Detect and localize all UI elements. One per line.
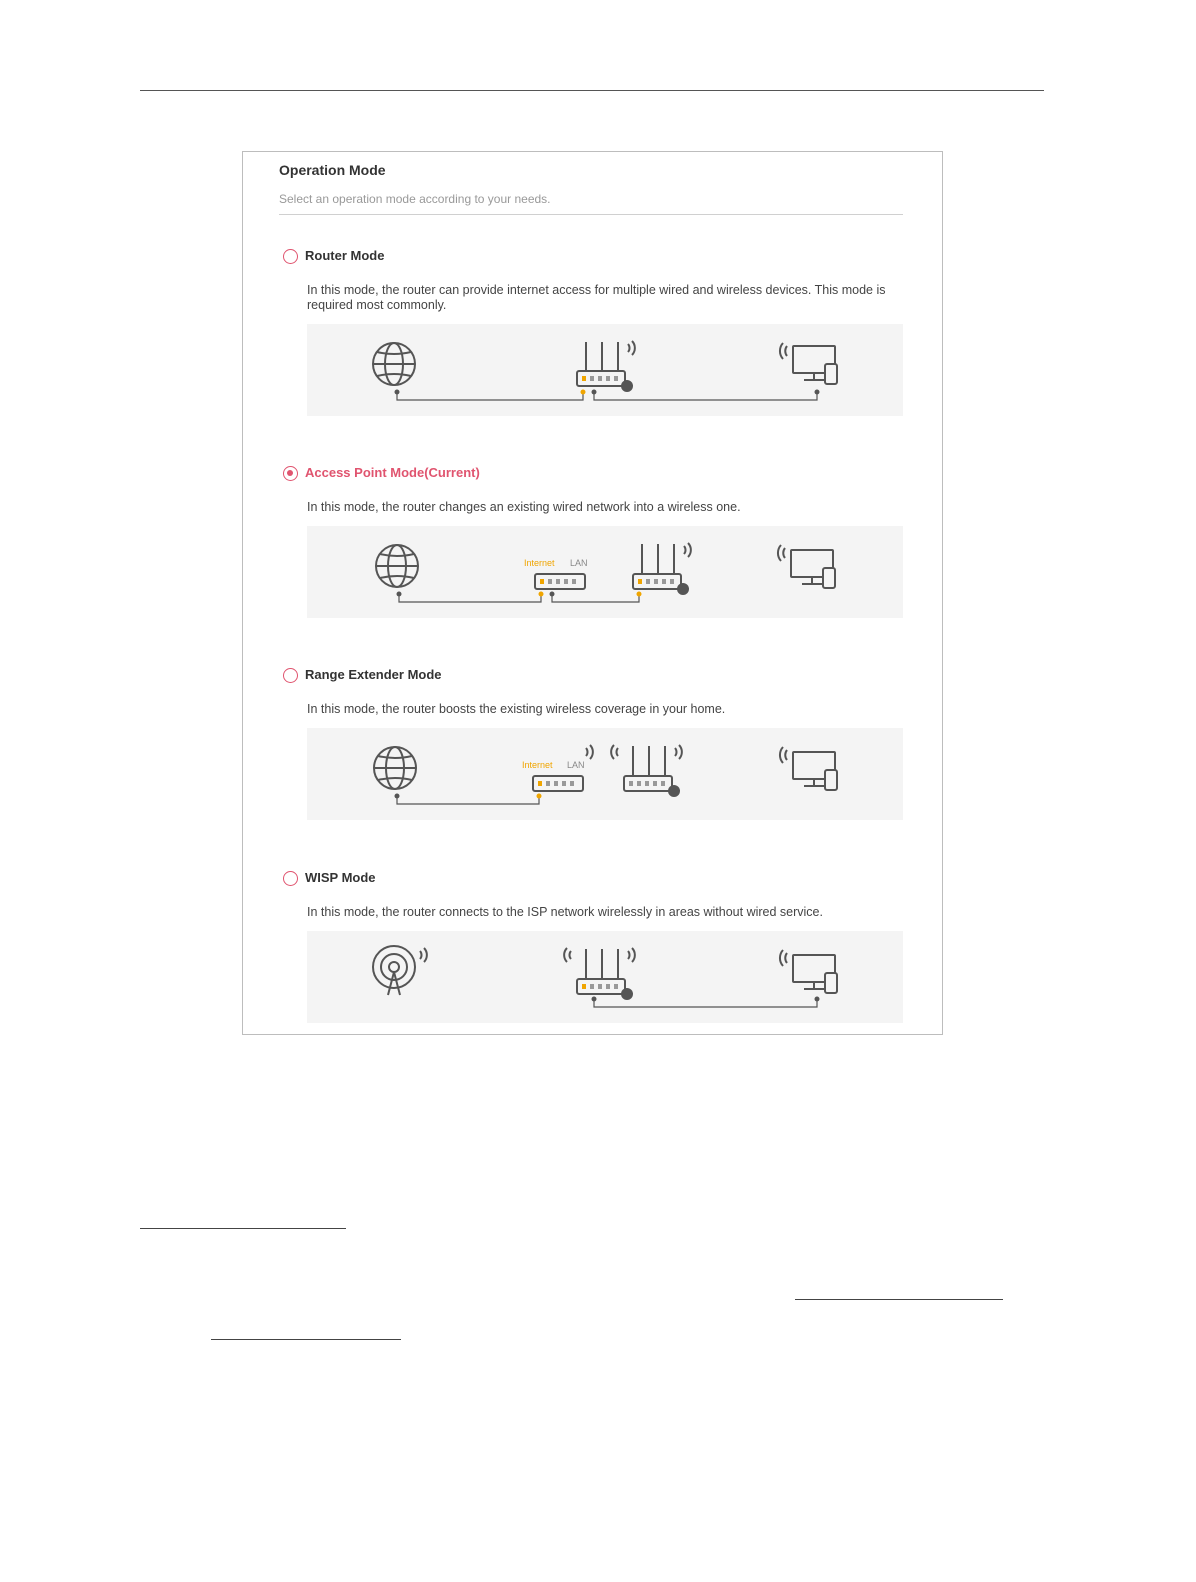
devices-icon	[778, 545, 835, 588]
isp-tower-icon	[373, 946, 427, 995]
range-extender-mode-description: In this mode, the router boosts the existing wireless coverage in your home.	[307, 702, 726, 716]
devices-icon	[780, 343, 837, 384]
lan-port-label: LAN	[570, 558, 588, 568]
wisp-mode-diagram	[307, 931, 903, 1023]
internet-port-label: Internet	[524, 558, 555, 568]
range-extender-mode-radio[interactable]	[283, 668, 298, 683]
router-icon	[577, 341, 635, 392]
cable-lines	[397, 392, 817, 400]
cable-lines	[594, 999, 817, 1007]
panel-subtitle: Select an operation mode according to your needs.	[279, 192, 551, 206]
access-point-mode-description: In this mode, the router changes an existing wired network into a wireless one.	[307, 500, 741, 514]
range-extender-mode-label[interactable]: Range Extender Mode	[305, 667, 442, 682]
globe-icon	[376, 545, 418, 587]
lan-port-label: LAN	[567, 760, 585, 770]
router-icon	[611, 745, 682, 797]
panel-title: Operation Mode	[279, 162, 386, 178]
globe-icon	[373, 343, 415, 385]
router-mode-diagram	[307, 324, 903, 416]
access-point-mode-diagram	[307, 526, 903, 618]
page-header-rule	[140, 90, 1044, 91]
router-mode-description: In this mode, the router can provide internet access for multiple wired and wireless devices. This mode is required most commonly.	[307, 283, 886, 312]
router-icon	[564, 948, 635, 1000]
operation-mode-panel	[242, 151, 943, 1035]
router-icon	[633, 543, 691, 595]
range-extender-mode-diagram	[307, 728, 903, 820]
modem-icon	[535, 574, 585, 589]
globe-icon	[374, 747, 416, 789]
panel-divider	[279, 214, 903, 215]
link-underline[interactable]	[795, 1299, 1003, 1300]
router-mode-radio[interactable]	[283, 249, 298, 264]
wisp-mode-label[interactable]: WISP Mode	[305, 870, 376, 885]
link-underline[interactable]	[211, 1339, 401, 1340]
cable-lines	[397, 796, 539, 804]
internet-port-label: Internet	[522, 760, 553, 770]
wisp-mode-description: In this mode, the router connects to the ISP network wirelessly in areas without wired service.	[307, 905, 823, 919]
wisp-mode-radio[interactable]	[283, 871, 298, 886]
access-point-mode-radio[interactable]	[283, 466, 298, 481]
devices-icon	[780, 747, 837, 790]
cable-lines	[399, 594, 639, 602]
router-mode-label[interactable]: Router Mode	[305, 248, 385, 263]
footnote-rule	[140, 1228, 346, 1229]
devices-icon	[780, 950, 837, 993]
access-point-mode-label[interactable]: Access Point Mode(Current)	[305, 465, 480, 480]
